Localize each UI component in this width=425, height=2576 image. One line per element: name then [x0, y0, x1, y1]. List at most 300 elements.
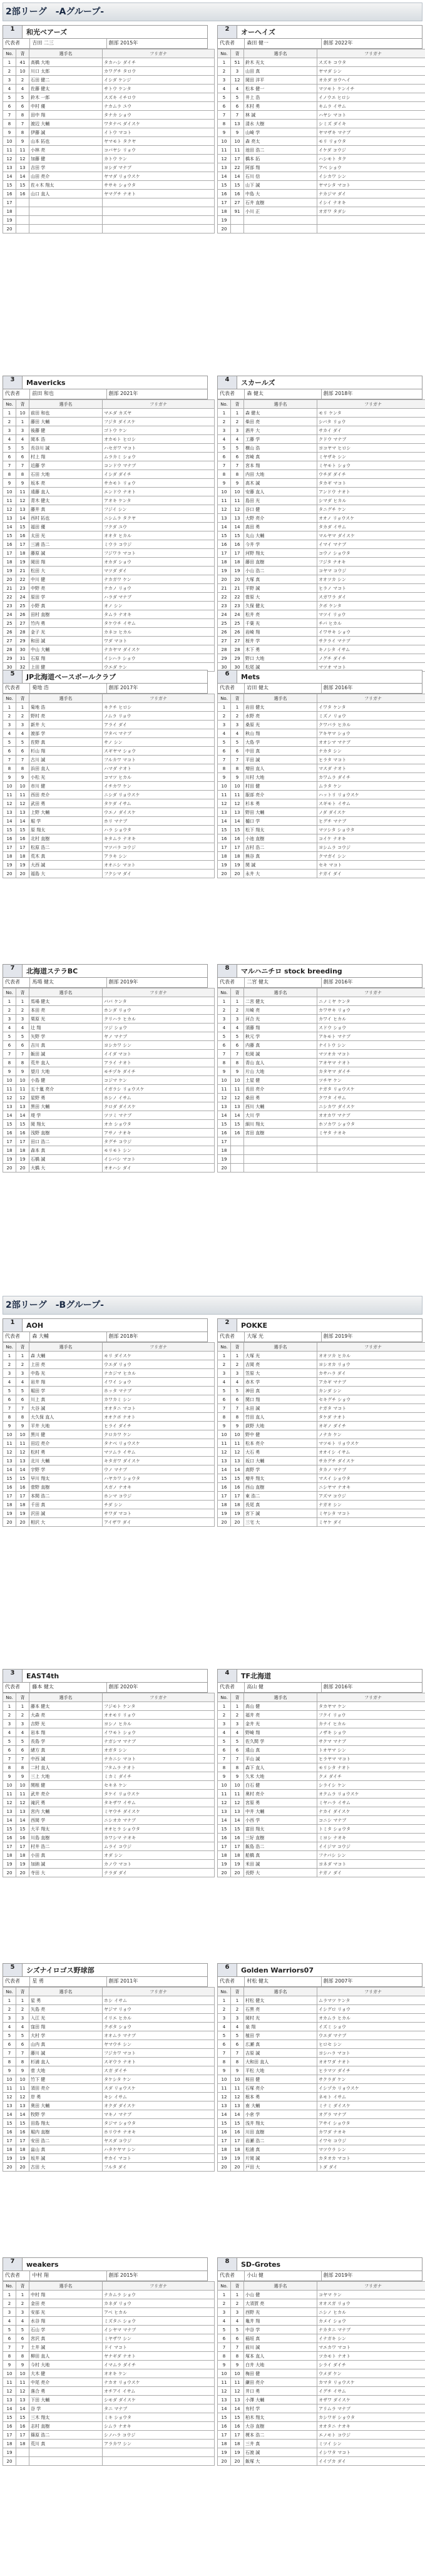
- roster-row: [3, 1790, 215, 1799]
- row-index: 4: [218, 2317, 231, 2326]
- player-furigana: サトウ ケンタ: [103, 85, 215, 93]
- rep-label: 代表者: [3, 1977, 30, 1986]
- row-index: 10: [218, 137, 231, 146]
- player-name: [244, 1164, 317, 1173]
- row-index: 19: [3, 2154, 16, 2163]
- player-furigana: ホソカワ ショウタ: [317, 1120, 425, 1129]
- rep-label: 代表者: [3, 1683, 30, 1692]
- row-index: 1: [3, 997, 16, 1006]
- player-furigana: ヒラタ マコト: [317, 756, 425, 764]
- row-index: 17: [218, 549, 231, 558]
- player-furigana: サクラダ ケン: [317, 2075, 425, 2084]
- player-name: 五十嵐 亮介: [29, 1085, 103, 1094]
- player-name: 河合 光: [244, 1015, 317, 1024]
- row-index: 5: [218, 1387, 231, 1395]
- row-index: 7: [218, 1050, 231, 1059]
- player-name: 堀田 学: [29, 1387, 103, 1395]
- founded-year: 創部 2019年: [108, 979, 138, 985]
- player-furigana: ツカモト ナオト: [317, 2352, 425, 2361]
- row-index: 5: [218, 1032, 231, 1041]
- roster-row: [218, 654, 425, 663]
- player-name: 泉 翔: [244, 2023, 317, 2031]
- player-name: 藤田 大輔: [29, 418, 103, 426]
- player-name: 早川 翔太: [29, 1474, 103, 1483]
- team-number: 4: [218, 1670, 237, 1682]
- player-name: 細川 翔太: [244, 1120, 317, 1129]
- uniform-number: 12: [231, 505, 244, 514]
- roster-header-name: 選手名: [29, 1693, 103, 1702]
- player-name: 飯塚 大: [244, 2457, 317, 2466]
- player-furigana: サカイ ダイ: [317, 426, 425, 435]
- roster-row: [3, 703, 215, 712]
- player-furigana: カマタ リョウスケ: [317, 2378, 425, 2387]
- uniform-number: 14: [231, 2404, 244, 2413]
- player-name: 飯島 浩二: [244, 1842, 317, 1851]
- roster-row: [218, 102, 425, 111]
- row-index: 11: [3, 791, 16, 799]
- row-index: 13: [3, 1102, 16, 1111]
- founded-year: 創部 2015年: [108, 2272, 138, 2278]
- row-index: 16: [3, 1483, 16, 1492]
- player-name: 山口 直人: [29, 190, 103, 198]
- uniform-number: [16, 2448, 29, 2457]
- player-furigana: ウノ マナブ: [103, 1465, 215, 1474]
- uniform-number: 9: [231, 1772, 244, 1781]
- player-name: 小池 直樹: [244, 834, 317, 843]
- player-name: 浅野 直樹: [29, 1129, 103, 1137]
- uniform-number: 8: [231, 470, 244, 479]
- player-furigana: ヒグチ マナブ: [317, 817, 425, 826]
- uniform-number: 3: [231, 1369, 244, 1378]
- roster-header-row: [218, 694, 425, 703]
- row-index: 26: [218, 628, 231, 637]
- team-card: [3, 1318, 208, 1527]
- row-index: 30: [218, 663, 231, 672]
- player-furigana: シムラ ナオキ: [103, 2422, 215, 2431]
- player-furigana: オオツカ シン: [317, 575, 425, 584]
- player-name: 松浦 真: [244, 2145, 317, 2154]
- roster-header-name: 選手名: [29, 988, 103, 997]
- player-name: 福井 亮: [244, 1711, 317, 1720]
- roster-row: [218, 1439, 425, 1448]
- row-index: 3: [218, 1369, 231, 1378]
- player-name: 畠山 真: [29, 2145, 103, 2154]
- player-name: 三木 翔太: [29, 2413, 103, 2422]
- player-name: 金子 光: [29, 628, 103, 637]
- player-furigana: イガラシ リョウスケ: [103, 1085, 215, 1094]
- player-furigana: コンドウ マナブ: [103, 461, 215, 470]
- uniform-number: 10: [231, 2075, 244, 2084]
- uniform-number: 20: [231, 2457, 244, 2466]
- uniform-number: 20: [16, 2163, 29, 2172]
- roster-header-name: 選手名: [244, 1693, 317, 1702]
- player-name: 二宮 健太: [244, 997, 317, 1006]
- uniform-number: 11: [231, 2378, 244, 2387]
- player-name: 村田 健: [244, 782, 317, 791]
- roster-row: [218, 764, 425, 773]
- player-name: 上田 健: [29, 663, 103, 672]
- uniform-number: 7: [16, 1050, 29, 1059]
- player-name: 山田 真: [244, 67, 317, 76]
- team-number: 7: [3, 965, 23, 977]
- roster-row: [3, 540, 215, 549]
- uniform-number: 3: [231, 67, 244, 76]
- row-index: 20: [3, 575, 16, 584]
- player-name: 松岡 誠: [244, 1050, 317, 1059]
- row-index: 7: [218, 111, 231, 120]
- row-index: 3: [218, 1015, 231, 1024]
- row-index: 10: [3, 2075, 16, 2084]
- player-furigana: フジタ ナオキ: [317, 558, 425, 567]
- roster-header-row: [3, 49, 215, 58]
- roster-row: [3, 85, 215, 93]
- roster-row: [218, 817, 425, 826]
- player-name: 菅野 直樹: [29, 1483, 103, 1492]
- roster-header-kana: フリガナ: [103, 1988, 215, 1996]
- player-furigana: アラカワ シン: [103, 2440, 215, 2448]
- row-index: 9: [218, 773, 231, 782]
- uniform-number: 9: [231, 479, 244, 488]
- roster-row: [3, 1085, 215, 1094]
- roster-header-num: 背: [231, 1693, 244, 1702]
- uniform-number: 15: [16, 2413, 29, 2422]
- player-furigana: ツジ ショウ: [103, 1024, 215, 1032]
- row-index: 11: [3, 2378, 16, 2387]
- roster-row: [218, 2163, 425, 2172]
- uniform-number: 14: [16, 2110, 29, 2119]
- player-name: 中田 真: [244, 747, 317, 756]
- row-index: 15: [218, 531, 231, 540]
- uniform-number: 14: [231, 172, 244, 181]
- uniform-number: 1: [231, 409, 244, 418]
- uniform-number: 10: [16, 67, 29, 76]
- uniform-number: 6: [16, 747, 29, 756]
- player-furigana: [317, 1164, 425, 1173]
- player-name: 榎本 浩二: [244, 2431, 317, 2440]
- row-index: 12: [3, 155, 16, 163]
- row-index: 11: [3, 1085, 16, 1094]
- row-index: 7: [3, 1050, 16, 1059]
- roster-header-name: 選手名: [244, 400, 317, 409]
- roster-row: [3, 1387, 215, 1395]
- row-index: 10: [218, 488, 231, 496]
- player-name: 岩田 健太: [244, 703, 317, 712]
- roster-row: [218, 1006, 425, 1015]
- uniform-number: 1: [231, 1352, 244, 1360]
- row-index: 13: [218, 1102, 231, 1111]
- roster-row: [218, 190, 425, 198]
- player-furigana: アカギ マナブ: [317, 1378, 425, 1387]
- uniform-number: 8: [231, 2352, 244, 2361]
- row-index: 9: [218, 1772, 231, 1781]
- roster-header-no: No.: [3, 694, 16, 703]
- row-index: 4: [218, 1728, 231, 1737]
- row-index: 9: [218, 2066, 231, 2075]
- uniform-number: 23: [231, 602, 244, 610]
- player-furigana: アライ ダイ: [103, 721, 215, 729]
- player-furigana: イイヅカ ダイ: [317, 2457, 425, 2466]
- uniform-number: 27: [231, 198, 244, 207]
- row-index: 13: [218, 514, 231, 523]
- row-index: 12: [218, 2387, 231, 2396]
- player-furigana: カネダ リョウ: [103, 2299, 215, 2308]
- player-furigana: ナカイ ダイスケ: [317, 1807, 425, 1816]
- player-name: 松下 翔太: [244, 826, 317, 834]
- row-index: 9: [218, 128, 231, 137]
- player-furigana: イグチ イサム: [317, 2387, 425, 2396]
- roster-row: [218, 2440, 425, 2448]
- player-name: 鈴木 光太: [244, 58, 317, 67]
- row-index: 8: [218, 2058, 231, 2066]
- player-furigana: スガ ダイチ: [103, 2066, 215, 2075]
- player-furigana: イワセ コウジ: [317, 2137, 425, 2145]
- roster-table: [217, 399, 425, 672]
- roster-header-name: 選手名: [29, 49, 103, 58]
- uniform-number: 9: [16, 137, 29, 146]
- uniform-number: 11: [16, 2378, 29, 2387]
- founded-year: 創部 2015年: [108, 40, 138, 46]
- player-name: 秋山 翔: [244, 729, 317, 738]
- player-name: 岩崎 翔: [244, 628, 317, 637]
- roster-header-no: No.: [218, 1343, 231, 1352]
- uniform-number: 4: [16, 2023, 29, 2031]
- uniform-number: 19: [16, 861, 29, 870]
- player-furigana: ナガイ ダイ: [317, 870, 425, 878]
- row-index: 13: [218, 1457, 231, 1465]
- player-furigana: アライ ナオト: [103, 1059, 215, 1067]
- player-furigana: マスダ ナオト: [317, 764, 425, 773]
- player-name: 片岡 誠: [244, 2154, 317, 2163]
- uniform-number: 16: [16, 2128, 29, 2137]
- uniform-number: 11: [231, 1439, 244, 1448]
- roster-row: [3, 1395, 215, 1404]
- uniform-number: 7: [16, 1404, 29, 1413]
- uniform-number: 14: [231, 2110, 244, 2119]
- roster-row: [3, 496, 215, 505]
- row-index: 19: [3, 1509, 16, 1518]
- row-index: 3: [3, 2308, 16, 2317]
- roster-row: [218, 712, 425, 721]
- row-index: 12: [3, 1799, 16, 1807]
- row-index: 22: [3, 593, 16, 602]
- roster-row: [218, 514, 425, 523]
- roster-header-row: [3, 1988, 215, 1996]
- player-furigana: ウメダ ケン: [317, 2369, 425, 2378]
- uniform-number: 19: [231, 567, 244, 575]
- uniform-number: 16: [231, 1483, 244, 1492]
- player-name: 今井 学: [244, 540, 317, 549]
- roster-row: [218, 1387, 425, 1395]
- player-furigana: ノムラ リョウ: [103, 712, 215, 721]
- roster-row: [218, 1834, 425, 1842]
- player-name: 石川 信: [244, 172, 317, 181]
- row-index: 2: [218, 67, 231, 76]
- roster-row: [218, 2308, 425, 2317]
- player-furigana: ウエダ ケン: [103, 663, 215, 672]
- roster-row: [3, 1860, 215, 1869]
- row-index: 20: [218, 2163, 231, 2172]
- row-index: 6: [218, 2334, 231, 2343]
- roster-row: [218, 756, 425, 764]
- rep-label: 代表者: [3, 2271, 30, 2281]
- uniform-number: 17: [16, 1137, 29, 1146]
- uniform-number: 18: [231, 558, 244, 567]
- uniform-number: 10: [231, 137, 244, 146]
- roster-row: [218, 628, 425, 637]
- uniform-number: 13: [231, 120, 244, 128]
- roster-row: [218, 2343, 425, 2352]
- player-name: 渡辺 大輔: [29, 120, 103, 128]
- player-name: 水谷 翔: [29, 2317, 103, 2326]
- row-index: 4: [218, 1024, 231, 1032]
- roster-row: [3, 505, 215, 514]
- player-furigana: ミキ ショウタ: [103, 2413, 215, 2422]
- player-furigana: タケダ イサム: [103, 799, 215, 808]
- player-name: 武田 勇: [29, 799, 103, 808]
- roster-row: [218, 1404, 425, 1413]
- roster-row: [218, 1483, 425, 1492]
- roster-row: [218, 1702, 425, 1711]
- row-index: 18: [218, 1501, 231, 1509]
- uniform-number: 8: [231, 1413, 244, 1422]
- uniform-number: 11: [16, 488, 29, 496]
- uniform-number: 8: [231, 1059, 244, 1067]
- player-furigana: ハラ ショウタ: [103, 826, 215, 834]
- row-index: 12: [3, 2387, 16, 2396]
- uniform-number: 13: [16, 1102, 29, 1111]
- row-index: 9: [218, 479, 231, 488]
- rep-label: 代表者: [218, 1683, 245, 1692]
- player-furigana: ナガノ ダイ: [317, 1869, 425, 1877]
- player-furigana: タカダ イサム: [317, 523, 425, 531]
- roster-header-name: 選手名: [244, 49, 317, 58]
- player-name: 高山 健: [244, 1702, 317, 1711]
- uniform-number: 12: [16, 2387, 29, 2396]
- row-index: 12: [218, 1448, 231, 1457]
- roster-row: [218, 1395, 425, 1404]
- player-name: 西野 光: [244, 2308, 317, 2317]
- row-index: 20: [218, 1518, 231, 1527]
- player-furigana: アサイ ショウタ: [317, 2119, 425, 2128]
- player-furigana: オガワ タダシ: [317, 207, 425, 216]
- roster-row: [3, 444, 215, 453]
- row-index: 6: [218, 102, 231, 111]
- team-header: [3, 2257, 208, 2271]
- founded-year: 創部 2016年: [323, 1684, 353, 1690]
- roster-header-row: [3, 2282, 215, 2291]
- roster-row: [218, 834, 425, 843]
- roster-row: [218, 479, 425, 488]
- uniform-number: 9: [231, 128, 244, 137]
- roster-row: [218, 2014, 425, 2023]
- player-name: 川上 真: [29, 1395, 103, 1404]
- row-index: 8: [3, 764, 16, 773]
- player-name: 平野 誠: [244, 584, 317, 593]
- player-furigana: アズマ コウジ: [317, 1492, 425, 1501]
- row-index: 20: [218, 870, 231, 878]
- uniform-number: 8: [16, 1413, 29, 1422]
- player-name: 水野 亮: [244, 712, 317, 721]
- player-furigana: イシワタ マコト: [317, 2448, 425, 2457]
- player-name: 入江 光: [29, 2014, 103, 2023]
- roster-row: [3, 1430, 215, 1439]
- row-index: 7: [218, 2343, 231, 2352]
- team-name: Mets: [241, 672, 260, 681]
- rep-label: 代表者: [218, 978, 245, 987]
- row-index: 2: [3, 1360, 16, 1369]
- team-card: [3, 964, 208, 1173]
- player-name: 菊地 浩: [29, 703, 103, 712]
- team-card: [217, 964, 422, 1173]
- player-furigana: モリモト シン: [103, 1146, 215, 1155]
- player-name: 岡田 翔: [29, 558, 103, 567]
- player-name: 笠原 大: [244, 1369, 317, 1378]
- roster-row: [218, 2404, 425, 2413]
- roster-row: [3, 514, 215, 523]
- row-index: 10: [3, 2369, 16, 2378]
- roster-row: [3, 826, 215, 834]
- roster-header-row: [3, 1693, 215, 1702]
- roster-row: [218, 1457, 425, 1465]
- player-furigana: シライ ダイチ: [317, 2361, 425, 2369]
- roster-row: [3, 2154, 215, 2163]
- uniform-number: 30: [231, 663, 244, 672]
- founded-year: 創部 2021年: [108, 391, 138, 396]
- roster-row: [3, 2066, 215, 2075]
- row-index: 1: [3, 1702, 16, 1711]
- player-name: 三井 真: [244, 2440, 317, 2448]
- player-furigana: ヤジマ リョウ: [103, 2005, 215, 2014]
- player-name: 野田 大輔: [244, 808, 317, 817]
- row-index: 14: [3, 817, 16, 826]
- roster-row: [3, 1720, 215, 1728]
- uniform-number: 18: [231, 1501, 244, 1509]
- roster-table: [3, 988, 215, 1173]
- roster-row: [3, 216, 215, 225]
- uniform-number: 8: [16, 470, 29, 479]
- player-furigana: スガノ ナオキ: [103, 1483, 215, 1492]
- founded-year: 創部 2017年: [108, 685, 138, 690]
- player-name: [29, 207, 103, 216]
- player-name: 大石 勇: [244, 1448, 317, 1457]
- uniform-number: 13: [16, 505, 29, 514]
- roster-row: [218, 2128, 425, 2137]
- player-name: 杉山 翔: [29, 747, 103, 756]
- roster-row: [3, 1352, 215, 1360]
- roster-row: [218, 1474, 425, 1483]
- roster-row: [218, 549, 425, 558]
- uniform-number: 7: [231, 2343, 244, 2352]
- roster-row: [218, 496, 425, 505]
- player-furigana: ミツイ シン: [317, 2440, 425, 2448]
- row-index: 18: [218, 2440, 231, 2448]
- uniform-number: 12: [16, 1094, 29, 1102]
- uniform-number: 4: [16, 2317, 29, 2326]
- row-index: 16: [218, 834, 231, 843]
- player-furigana: フナバシ シン: [317, 1851, 425, 1860]
- uniform-number: 1: [16, 1996, 29, 2005]
- roster-header-no: No.: [218, 988, 231, 997]
- player-name: 中井 大輔: [244, 1807, 317, 1816]
- player-furigana: ナカガワ ケン: [103, 575, 215, 584]
- roster-row: [218, 111, 425, 120]
- uniform-number: 19: [231, 1509, 244, 1518]
- row-index: 9: [3, 1772, 16, 1781]
- roster-row: [218, 1137, 425, 1146]
- uniform-number: 26: [231, 628, 244, 637]
- player-furigana: セキネ ケン: [103, 1781, 215, 1790]
- uniform-number: 9: [16, 1067, 29, 1076]
